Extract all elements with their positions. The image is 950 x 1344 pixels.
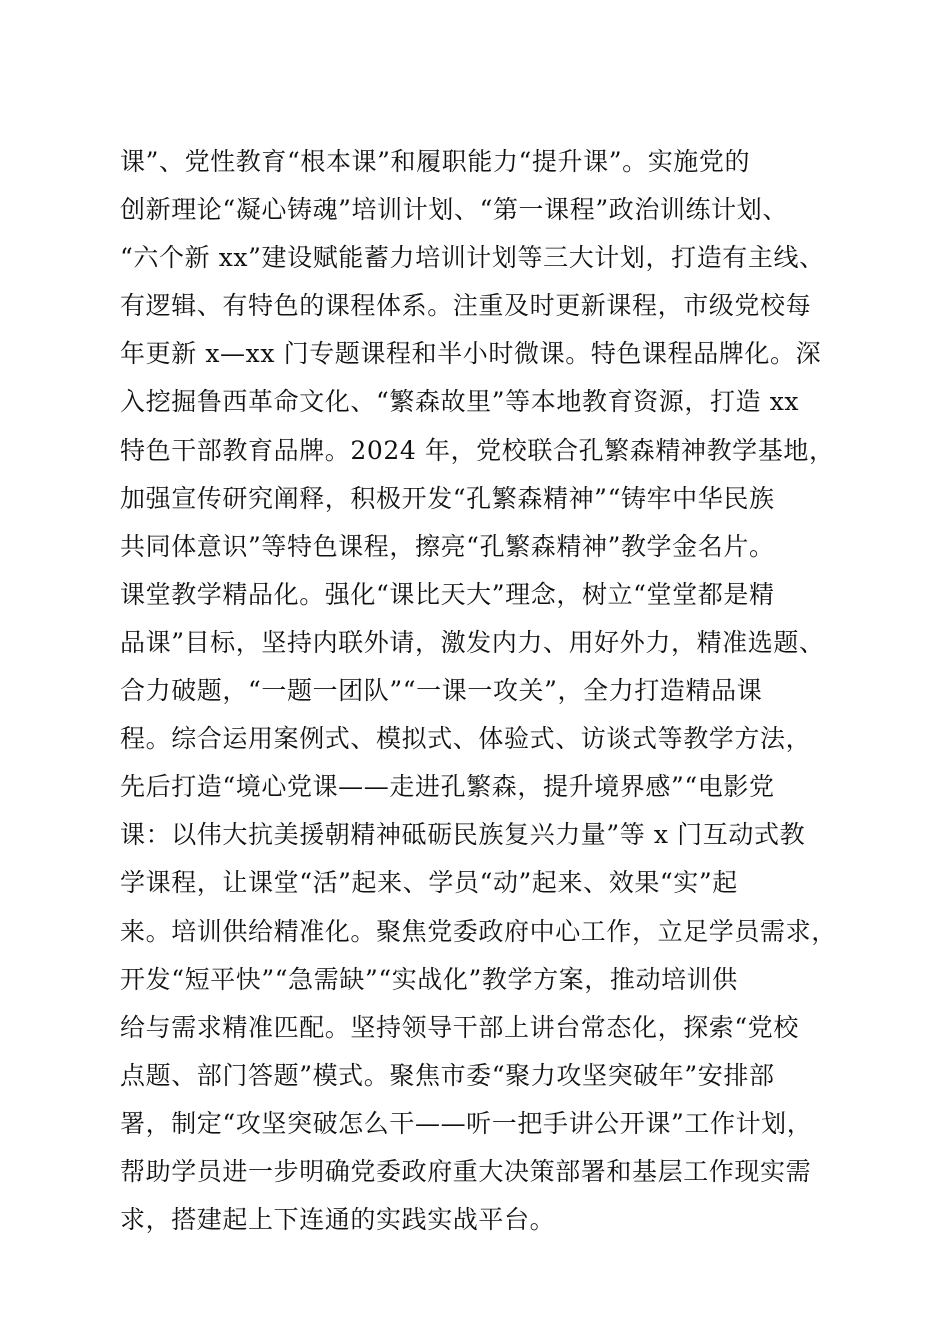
text-line: 共同体意识”等特色课程，擦亮“孔繁森精神”教学金名片。 — [120, 531, 775, 561]
text-line: 求，搭建起上下连通的实践实战平台。 — [120, 1205, 556, 1235]
text-line: 加强宣传研究阐释，积极开发“孔繁森精神”“铸牢中华民族 — [120, 483, 775, 513]
text-line: 点题、部门答题”模式。聚焦市委“聚力攻坚突破年”安排部 — [120, 1060, 775, 1090]
text-line: 年更新 x—xx 门专题课程和半小时微课。特色课程品牌化。深 — [120, 339, 822, 369]
text-line: 先后打造“境心党课——走进孔繁森，提升境界感”“电影党 — [120, 772, 775, 802]
text-line: 开发“短平快”“急需缺”“实战化”教学方案，推动培训供 — [120, 964, 738, 994]
body-paragraph — [120, 138, 850, 1244]
text-line: 课”、党性教育“根本课”和履职能力“提升课”。实施党的 — [120, 147, 751, 176]
text-line: 课堂教学精品化。强化“课比天大”理念，树立“堂堂都是精 — [120, 579, 775, 609]
text-line: 学课程，让课堂“活”起来、学员“动”起来、效果“实”起 — [120, 868, 738, 898]
text-line: 品课”目标，坚持内联外请，激发内力、用好外力，精准选题、 — [120, 627, 825, 657]
text-line: 特色干部教育品牌。2024 年，党校联合孔繁森精神教学基地， — [120, 435, 835, 465]
text-line: 入挖掘鲁西革命文化、“繁森故里”等本地教育资源，打造 xx — [120, 387, 800, 417]
text-line: 有逻辑、有特色的课程体系。注重及时更新课程，市级党校每 — [120, 291, 812, 321]
text-line: 创新理论“凝心铸魂”培训计划、“第一课程”政治训练计划、 — [120, 195, 788, 225]
text-line: 合力破题，“一题一团队”“一课一攻关”，全力打造精品课 — [120, 676, 763, 706]
text-line: 给与需求精准匹配。坚持领导干部上讲台常态化，探索“党校 — [120, 1012, 799, 1042]
text-line: 课：以伟大抗美援朝精神砥砺民族复兴力量”等 x 门互动式教 — [120, 820, 806, 850]
text-line: 帮助学员进一步明确党委政府重大决策部署和基层工作现实需 — [120, 1156, 812, 1186]
text-line: 来。培训供给精准化。聚焦党委政府中心工作，立足学员需求， — [120, 916, 837, 946]
text-line: 署，制定“攻坚突破怎么干——听一把手讲公开课”工作计划， — [120, 1108, 813, 1138]
text-line: “六个新 xx”建设赋能蓄力培训计划等三大计划，打造有主线、 — [120, 243, 825, 273]
text-line: 程。综合运用案例式、模拟式、体验式、访谈式等教学方法， — [120, 724, 812, 754]
